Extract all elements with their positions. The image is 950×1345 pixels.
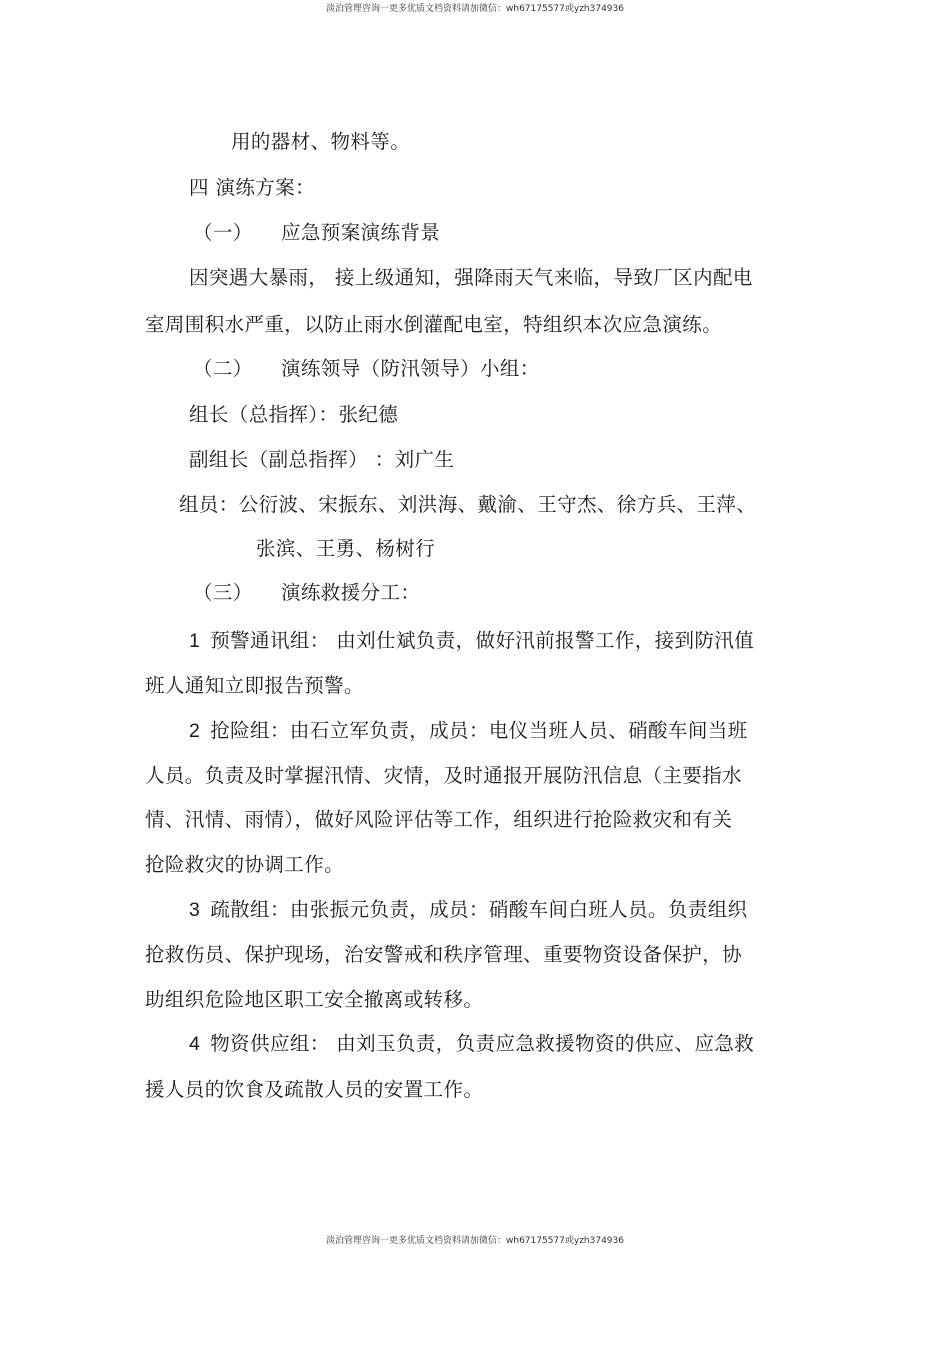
item-text: 疏散组：由张振元负责，成员：硝酸车间白班人员。负责组织 bbox=[210, 898, 748, 921]
subsection-heading bbox=[193, 356, 540, 382]
item-number: 4 bbox=[189, 1033, 201, 1055]
subsection-heading bbox=[193, 580, 420, 606]
paragraph-line: 班人通知立即报告预警。 bbox=[145, 674, 364, 697]
paragraph-line: 援人员的饮食及疏散人员的安置工作。 bbox=[145, 1078, 484, 1101]
subsection-heading bbox=[193, 220, 440, 246]
paragraph-line: 人员。负责及时掌握汛情、灾情，及时通报开展防汛信息（主要指水 bbox=[145, 764, 743, 787]
item-text: 物资供应组： 由刘玉负责，负责应急救援物资的供应、应急救 bbox=[210, 1032, 755, 1055]
numbered-item bbox=[189, 628, 754, 654]
paragraph-line: 副组长（副总指挥） ：刘广生 bbox=[189, 448, 455, 471]
subsection-title: 演练救援分工： bbox=[281, 581, 421, 604]
paragraph-line: 组员：公衍波、宋振东、刘洪海、戴渝、王守杰、徐方兵、王萍、 bbox=[179, 493, 757, 516]
paragraph-line: 用的器材、物料等。 bbox=[231, 130, 411, 153]
numbered-item bbox=[189, 1031, 754, 1057]
numbered-item bbox=[189, 897, 748, 923]
subsection-index: （三） bbox=[193, 581, 253, 604]
item-number: 1 bbox=[189, 630, 201, 652]
page-header: 淡泊管理咨询一更多优质文档资料请加微信：wh67175577或yzh374936 bbox=[326, 4, 624, 14]
subsection-index: （二） bbox=[193, 357, 253, 380]
paragraph-line: 张滨、王勇、杨树行 bbox=[256, 537, 436, 560]
subsection-index: （一） bbox=[193, 221, 253, 244]
subsection-title: 演练领导（防汛领导）小组： bbox=[281, 357, 540, 380]
item-text: 预警通讯组： 由刘仕斌负责，做好汛前报警工作，接到防汛值 bbox=[210, 629, 755, 652]
item-number: 3 bbox=[189, 899, 201, 921]
paragraph-line: 情、汛情、雨情），做好风险评估等工作，组织进行抢险救灾和有关 bbox=[145, 808, 733, 831]
paragraph-line: 抢险救灾的协调工作。 bbox=[145, 853, 345, 876]
paragraph-line: 抢救伤员、保护现场，治安警戒和秩序管理、重要物资设备保护，协 bbox=[145, 943, 743, 966]
subsection-title: 应急预案演练背景 bbox=[281, 221, 441, 244]
paragraph-line: 组长（总指挥）：张纪德 bbox=[189, 403, 399, 426]
section-heading: 四 演练方案： bbox=[189, 176, 315, 199]
paragraph-line: 助组织危险地区职工安全撤离或转移。 bbox=[145, 988, 484, 1011]
paragraph-line: 因突遇大暴雨， 接上级通知，强降雨天气来临，导致厂区内配电 bbox=[189, 266, 753, 289]
item-number: 2 bbox=[189, 720, 201, 742]
numbered-item bbox=[189, 718, 748, 744]
item-text: 抢险组：由石立军负责，成员：电仪当班人员、硝酸车间当班 bbox=[210, 719, 748, 742]
paragraph-line: 室周围积水严重，以防止雨水倒灌配电室，特组织本次应急演练。 bbox=[145, 313, 723, 336]
page-footer: 淡泊管理咨询一更多优质文档资料请加微信：wh67175577或yzh374936 bbox=[326, 1236, 624, 1246]
